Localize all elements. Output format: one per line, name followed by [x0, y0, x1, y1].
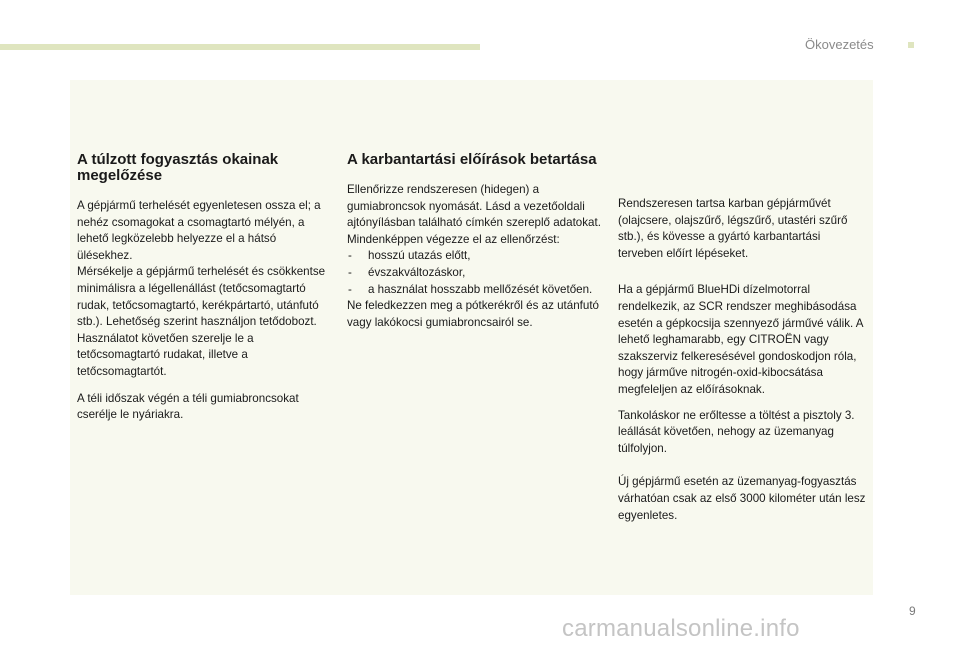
paragraph-bluehdi: Ha a gépjármű BlueHDi dízelmotorral rendelkezik, az SCR rendszer meghibásodása esetén a gépkocsija szennyező járművé válik. A lehető leghamarabb, egy CITROËN vagy szakszerviz felkeresésével gondoskodjon róla, hogy járműve nitrogén-oxid-kibocsátása megfeleljen az előírásoknak.: [618, 283, 863, 396]
column-maintenance: [347, 152, 601, 331]
check-list: [347, 248, 601, 298]
watermark-text: carmanualsonline.info: [562, 615, 800, 642]
heading-maintenance: A karbantartási előírások betartása: [347, 151, 597, 168]
paragraph-service: Rendszeresen tartsa karban gépjárművét (olajcsere, olajszűrő, légszűrő, utastéri szűrő stb.), és kövesse a gyártó karbantartási terveben előírt lépéseket.: [618, 197, 848, 260]
column-maintenance-cont: [618, 196, 868, 524]
paragraph-refuelling: Tankoláskor ne erőltesse a töltést a pisztoly 3. leállását követően, nehogy az üzemanyag túlfolyjon.: [618, 408, 855, 455]
list-item: - hosszú utazás előtt,: [347, 248, 601, 265]
paragraph-tyre-pressure: Ellenőrizze rendszeresen (hidegen) a gumiabroncsok nyomását. Lásd a vezetőoldali ajtónyílásban található címkén szereplő adatokat. Mindenképpen végezze el az ellenőrzést:: [347, 183, 601, 246]
column-consumption: [77, 152, 329, 424]
paragraph-new-vehicle: Új gépjármű esetén az üzemanyag-fogyasztás várhatóan csak az első 3000 kilométer után lesz egyenletes.: [618, 475, 866, 522]
list-item: - a használat hosszabb mellőzését követően.: [347, 282, 601, 299]
page-number: 9: [909, 604, 916, 618]
paragraph-winter-tyres: A téli időszak végén a téli gumiabroncsokat cserélje le nyáriakra.: [77, 391, 299, 422]
heading-consumption: A túlzott fogyasztás okainak megelőzése: [77, 151, 279, 184]
header-accent-bar: [0, 44, 480, 50]
paragraph-spare-wheel: Ne feledkezzen meg a pótkerékről és az utánfutó vagy lakókocsi gumiabroncsairól se.: [347, 299, 599, 329]
section-title: Ökovezetés: [805, 37, 874, 52]
list-item: - évszakváltozáskor,: [347, 265, 601, 282]
paragraph-load: A gépjármű terhelését egyenletesen ossza el; a nehéz csomagokat a csomagtartó mélyén, a lehető legközelebb helyezze el a hátsó ülésekhez. Mérsékelje a gépjármű terhelését és csökkentse minimálisra a légellenállást (tetőcsomagtartó rudak, tetőcsomagtartó, kerékpártartó, utánfutó stb.). Lehetőség szerint használjon tetődobozt. Használatot követően szerelje le a tetőcsomagtartó rudakat, illetve a tetőcsomagtartót.: [77, 199, 326, 378]
header-marker: [908, 42, 914, 48]
